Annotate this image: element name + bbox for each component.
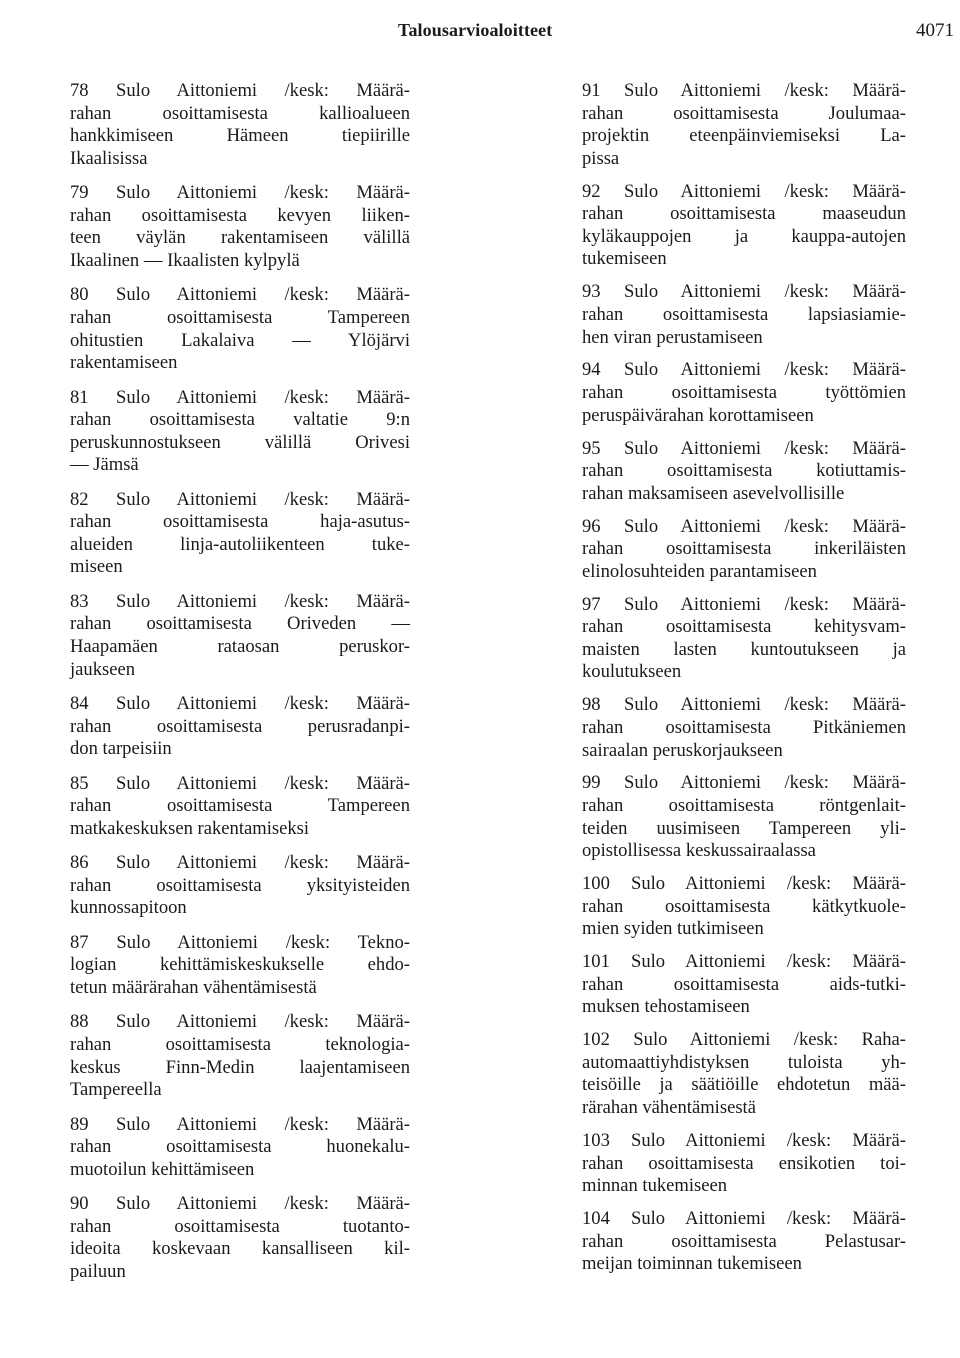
motion-text [70, 591, 410, 681]
motion-text [70, 773, 410, 841]
text-line: 83 Sulo Aittoniemi /kesk: Määrä- [70, 590, 410, 612]
motion-text [566, 951, 906, 1019]
text-line: peruspäivärahan korottamiseen [582, 404, 814, 426]
text-line: teen väylän rakentamiseen välillä [70, 227, 410, 249]
text-line: rahan osoittamisesta perusradanpi- [70, 715, 410, 737]
motion-entry [70, 1011, 410, 1101]
motion-text [566, 594, 906, 684]
text-line: rahan osoittamisesta Oriveden — [70, 613, 410, 635]
text-line: 79 Sulo Aittoniemi /kesk: Määrä- [70, 182, 410, 204]
text-line: mien syiden tutkimiseen [582, 918, 764, 940]
text-line: rahan osoittamisesta inkeriläisten [582, 538, 906, 560]
left-column [70, 80, 410, 1295]
motion-entry [566, 181, 906, 271]
text-line: projektin eteenpäinviemiseksi La- [582, 125, 906, 147]
text-line: matkakeskuksen rakentamiseksi [70, 817, 310, 839]
motion-entry [70, 387, 410, 477]
motion-text [70, 182, 410, 272]
text-line: rahan osoittamisesta lapsiasiamie- [582, 303, 906, 325]
text-line: 80 Sulo Aittoniemi /kesk: Määrä- [70, 284, 410, 306]
motion-entry [70, 773, 410, 841]
text-line: hankkimiseen Hämeen tiepiirille [70, 125, 410, 147]
text-line: hen viran perustamiseen [582, 326, 763, 348]
text-line: rahan osoittamisesta valtatie 9:n [70, 409, 410, 431]
motion-entry [566, 281, 906, 349]
motion-entry [70, 693, 410, 761]
text-line: peruskunnostukseen välillä Orivesi [70, 431, 410, 453]
text-line: 100 Sulo Aittoniemi /kesk: Määrä- [582, 873, 906, 895]
text-line: 81 Sulo Aittoniemi /kesk: Määrä- [70, 386, 410, 408]
text-line: rahan osoittamisesta kätkytkuole- [582, 895, 906, 917]
motion-text [70, 80, 410, 170]
text-line: 93 Sulo Aittoniemi /kesk: Määrä- [582, 281, 906, 303]
text-line: rahan osoittamisesta röntgenlait- [582, 795, 906, 816]
text-line: muotoilun kehittämiseen [70, 1158, 255, 1180]
text-line: opistollisessa keskussairaalassa [582, 840, 816, 862]
text-line: — Jämsä [70, 454, 139, 476]
text-line: muksen tehostamiseen [582, 996, 750, 1018]
text-line: tetun määrärahan vähentämisestä [70, 976, 317, 998]
text-line: 92 Sulo Aittoniemi /kesk: Määrä- [582, 180, 906, 202]
motion-entry [566, 772, 906, 862]
page-number: 4071 [916, 20, 954, 41]
text-line: keskus Finn-Medin laajentamiseen [70, 1056, 410, 1078]
text-line: 84 Sulo Aittoniemi /kesk: Määrä- [70, 693, 410, 715]
text-line: 97 Sulo Aittoniemi /kesk: Määrä- [582, 593, 906, 615]
text-line: rahan osoittamisesta huonekalu- [70, 1136, 410, 1158]
running-header-title: Talousarvioaloitteet [398, 20, 553, 40]
text-line: 78 Sulo Aittoniemi /kesk: Määrä- [70, 80, 410, 101]
text-line: rahan osoittamisesta haja-asutus- [70, 511, 410, 533]
text-line: alueiden linja-autoliikenteen tuke- [70, 533, 410, 555]
motion-text [566, 694, 906, 762]
motion-entry [566, 516, 906, 584]
text-line: pailuun [70, 1260, 126, 1282]
text-line: rahan osoittamisesta yksityisteiden [70, 874, 410, 896]
motion-text [70, 387, 410, 477]
text-line: rahan osoittamisesta Joulumaa- [582, 102, 906, 124]
motion-text [70, 1011, 410, 1101]
text-line: miseen [70, 556, 123, 578]
motion-text [566, 1029, 906, 1119]
text-line: kunnossapitoon [70, 897, 187, 919]
text-line: rärahan vähentämisestä [582, 1097, 756, 1119]
motion-text [566, 281, 906, 349]
motion-entry [70, 852, 410, 920]
text-line: 101 Sulo Aittoniemi /kesk: Määrä- [582, 951, 906, 973]
text-line: koulutukseen [582, 661, 682, 683]
motion-text [70, 932, 410, 1000]
text-line: Ikaalisissa [70, 147, 148, 169]
text-line: rahan osoittamisesta Tampereen [70, 306, 410, 328]
text-line: rahan osoittamisesta aids-tutki- [582, 973, 906, 995]
motion-text [566, 181, 906, 271]
motion-entry [566, 873, 906, 941]
text-line: 86 Sulo Aittoniemi /kesk: Määrä- [70, 852, 410, 874]
motion-entry [566, 1130, 906, 1198]
motion-entry [70, 932, 410, 1000]
motion-text [566, 438, 906, 506]
text-line: rahan osoittamisesta maaseudun [582, 203, 906, 225]
text-line: 94 Sulo Aittoniemi /kesk: Määrä- [582, 359, 906, 381]
text-line: 95 Sulo Aittoniemi /kesk: Määrä- [582, 437, 906, 459]
text-line: rahan osoittamisesta tuotanto- [70, 1215, 410, 1237]
motion-entry [70, 1114, 410, 1182]
text-line: rakentamiseen [70, 352, 178, 374]
text-line: maisten lasten kuntoutukseen ja [582, 638, 906, 660]
motion-entry [566, 80, 906, 170]
text-line: ohitustien Lakalaiva — Ylöjärvi [70, 329, 410, 351]
text-line: rahan osoittamisesta teknologia- [70, 1033, 410, 1055]
motion-text [70, 489, 410, 579]
text-line: rahan maksamiseen asevelvollisille [582, 482, 845, 504]
motion-entry [566, 1208, 906, 1276]
text-line: 90 Sulo Aittoniemi /kesk: Määrä- [70, 1193, 410, 1215]
motion-entry [70, 489, 410, 579]
text-line: rahan osoittamisesta kotiuttamis- [582, 460, 906, 482]
text-line: Haapamäen rataosan peruskor- [70, 636, 410, 658]
motion-entry [566, 438, 906, 506]
motion-entry [70, 182, 410, 272]
motion-entry [566, 951, 906, 1019]
text-line: 98 Sulo Aittoniemi /kesk: Määrä- [582, 694, 906, 716]
text-line: sairaalan peruskorjaukseen [582, 739, 783, 761]
motion-entry [70, 80, 410, 170]
text-line: rahan osoittamisesta työttömien [582, 382, 906, 404]
text-line: 96 Sulo Aittoniemi /kesk: Määrä- [582, 515, 906, 537]
motion-entry [566, 1029, 906, 1119]
text-line: meijan toiminnan tukemiseen [582, 1253, 802, 1275]
text-line: rahan osoittamisesta kallioalueen [70, 102, 410, 124]
motion-entry [70, 591, 410, 681]
right-column [566, 80, 906, 1286]
text-line: 89 Sulo Aittoniemi /kesk: Määrä- [70, 1113, 410, 1135]
text-line: jaukseen [70, 658, 136, 680]
motion-text [70, 852, 410, 920]
text-line: rahan osoittamisesta ensikotien toi- [582, 1152, 906, 1174]
motion-entry [566, 359, 906, 427]
text-line: teiden uusimiseen Tampereen yli- [582, 817, 906, 839]
motion-text [70, 693, 410, 761]
text-line: Ikaalinen — Ikaalisten kylpylä [70, 249, 300, 271]
text-line: ideoita koskevaan kansalliseen kil- [70, 1238, 410, 1260]
text-line: 102 Sulo Aittoniemi /kesk: Raha- [582, 1029, 906, 1051]
text-line: 91 Sulo Aittoniemi /kesk: Määrä- [582, 80, 906, 101]
text-line: elinolosuhteiden parantamiseen [582, 560, 817, 582]
text-line: minnan tukemiseen [582, 1175, 728, 1197]
text-line: 99 Sulo Aittoniemi /kesk: Määrä- [582, 772, 906, 794]
text-line: 87 Sulo Aittoniemi /kesk: Tekno- [70, 931, 410, 953]
text-line: pissa [582, 147, 620, 169]
text-line: rahan osoittamisesta kevyen liiken- [70, 204, 410, 226]
motion-text [70, 1114, 410, 1182]
motion-text [566, 1208, 906, 1276]
text-line: 103 Sulo Aittoniemi /kesk: Määrä- [582, 1129, 906, 1151]
text-line: automaattiyhdistyksen tuloista yh- [582, 1051, 906, 1073]
text-line: rahan osoittamisesta kehitysvam- [582, 616, 906, 638]
text-line: Tampereella [70, 1079, 162, 1101]
page-header [0, 20, 960, 48]
motion-text [70, 284, 410, 374]
motion-text [566, 772, 906, 862]
motion-text [566, 1130, 906, 1198]
motion-text [70, 1193, 410, 1283]
text-line: 82 Sulo Aittoniemi /kesk: Määrä- [70, 488, 410, 510]
motion-text [566, 873, 906, 941]
motion-entry [566, 694, 906, 762]
text-line: 88 Sulo Aittoniemi /kesk: Määrä- [70, 1011, 410, 1033]
text-line: teisöille ja säätiöille ehdotetun mää- [582, 1074, 906, 1096]
text-line: logian kehittämiskeskukselle ehdo- [70, 954, 410, 976]
text-line: rahan osoittamisesta Tampereen [70, 795, 410, 817]
text-line: kyläkauppojen ja kauppa-autojen [582, 225, 906, 247]
motion-entry [70, 284, 410, 374]
motion-text [566, 516, 906, 584]
text-line: don tarpeisiin [70, 738, 172, 760]
motion-text [566, 80, 906, 170]
text-line: tukemiseen [582, 248, 667, 270]
motion-entry [70, 1193, 410, 1283]
text-line: rahan osoittamisesta Pitkäniemen [582, 716, 906, 738]
text-line: 104 Sulo Aittoniemi /kesk: Määrä- [582, 1207, 906, 1229]
motion-text [566, 359, 906, 427]
text-line: 85 Sulo Aittoniemi /kesk: Määrä- [70, 772, 410, 794]
motion-entry [566, 594, 906, 684]
text-line: rahan osoittamisesta Pelastusar- [582, 1230, 906, 1252]
